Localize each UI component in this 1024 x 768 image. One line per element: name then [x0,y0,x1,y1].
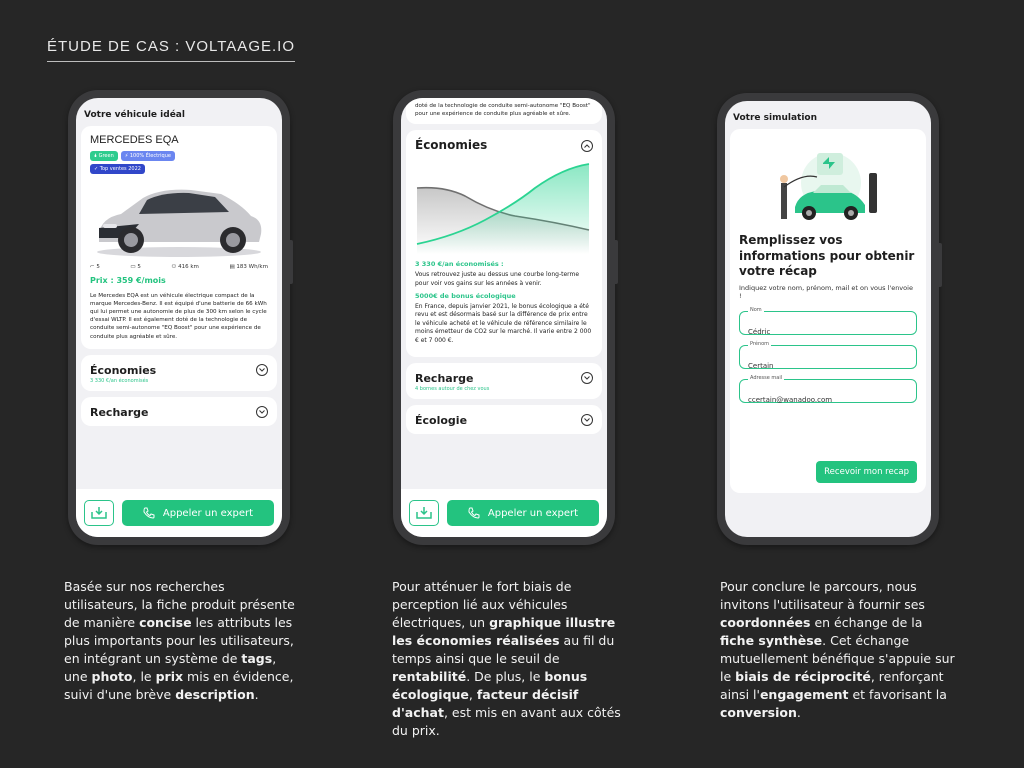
accordion-economies[interactable] [81,355,277,391]
chevron-down-icon[interactable] [581,372,593,384]
caption-text: Pour conclure le parcours, nous invitons l'utilisateur à fournir ses [720,579,925,612]
field-value: Cédric [748,327,771,336]
consumption-spec: ▤ 183 Wh/km [229,264,268,270]
caption-text: . [254,687,259,702]
name-field[interactable] [739,306,917,336]
field-label: Nom [750,306,762,313]
spec-row [90,264,268,270]
phone-economies [393,90,615,545]
car-photo [91,176,267,260]
caption-emphasis: facteur décisif d'achat [392,687,579,720]
description-card-cut [406,98,602,124]
doors-spec: ▭ 5 [130,264,141,270]
bottom-action-bar [401,489,607,537]
submit-recap-button[interactable]: Recevoir mon recap [816,461,917,483]
car-name: MERCEDES EQA [90,134,179,146]
accordion-subtitle: 3 330 €/an économisés [90,377,149,384]
call-expert-label: Appeler un expert [162,507,254,519]
form-title: Remplissez vos informations pour obtenir votre récap [739,233,915,279]
caption-emphasis: tags [241,651,273,666]
caption-emphasis: conversion [720,705,797,720]
range-spec: ⚇ 416 km [171,264,199,270]
caption-emphasis: prix [155,669,184,684]
caption-text: mis en évidence, suivi d'une brève [64,669,294,702]
description-tail: doté de la technologie de conduite semi-autonome "EQ Boost" pour une expérience de conduite plus agréable et sûre. [415,103,591,118]
caption-simulation [720,578,956,722]
caption-emphasis: engagement [759,687,849,702]
screen-header: Votre simulation [733,113,817,123]
screen-economies [401,98,607,537]
caption-text: et favorisant la [848,687,947,702]
form-card [730,129,926,493]
download-icon [91,506,107,520]
screen-simulation [725,101,931,537]
caption-emphasis: biais de réciprocité [735,669,871,684]
phone-icon [143,507,155,519]
accordion-title: Écologie [415,413,468,427]
form-subtitle: Indiquez votre nom, prénom, mail et on vous l'envoie ! [739,283,913,301]
caption-text: , est mis en avant aux côtés du prix. [392,705,621,738]
download-button[interactable] [409,500,439,526]
caption-text: en échange de la [810,615,923,630]
tag-list [90,151,210,174]
call-expert-label: Appeler un expert [487,507,579,519]
field-value: ccertain@wanadoo.com [748,395,833,404]
bonus-heading: 5000€ de bonus écologique [415,292,516,300]
accordion-recharge[interactable] [406,363,602,399]
download-button[interactable] [84,500,114,526]
accordion-subtitle: 4 bornes autour de chez vous [415,385,490,392]
caption-text: . Cet échange mutuellement bénéfique s'appuie sur le [720,633,955,684]
accordion-title: Économies [90,363,157,377]
tag-top-sales: ✓ Top ventes 2022 [90,164,145,174]
caption-emphasis: coordonnées [720,615,811,630]
caption-emphasis: rentabilité [392,669,467,684]
field-label: Adresse mail [750,374,783,381]
chevron-down-icon[interactable] [581,414,593,426]
caption-text: , renforçant ainsi l' [720,669,944,702]
firstname-field[interactable] [739,340,917,370]
download-icon [416,506,432,520]
screen-product-sheet [76,98,282,537]
caption-text: au fil du temps ainsi que le seuil de [392,633,615,666]
caption-text: , [468,687,477,702]
caption-emphasis: concise [139,615,192,630]
chevron-down-icon[interactable] [256,364,268,376]
screen-header: Votre véhicule idéal [84,110,185,120]
accordion-ecologie[interactable] [406,405,602,434]
price-label: Prix : 359 €/mois [90,276,166,285]
field-label: Prénom [750,340,770,347]
phone-simulation [717,93,939,545]
accordion-title: Recharge [90,405,149,419]
caption-text: , le [132,669,156,684]
caption-emphasis: graphique illustre les économies réalisées [392,615,616,648]
caption-text: les attributs les plus importants pour les utilisateurs, en intégrant un système de [64,615,294,666]
tag-green: 🌢 Green [90,151,118,161]
seats-spec: ⌐ 5 [90,264,100,270]
vehicle-card [81,126,277,349]
accordion-recharge[interactable] [81,397,277,426]
phone-icon [468,507,480,519]
call-expert-button[interactable] [447,500,599,526]
caption-text: , une [64,651,277,684]
caption-emphasis: fiche synthèse [720,633,823,648]
economies-card [406,130,602,357]
vehicle-description: Le Mercedes EQA est un véhicule électrique compact de la marque Mercedes-Benz. Il est équipé d'une batterie de 66 kWh qui lui permet une autonomie de plus de 300 km selon le cycle d'essai WLTP. Il est également doté de la technologie de conduite semi-autonome "EQ Boost" pour une expérience de conduite plus agréable et sûre. [90,293,267,340]
caption-text: Pour atténuer le fort biais de perception lié aux véhicules électriques, un [392,579,572,630]
caption-text: . De plus, le [466,669,545,684]
caption-emphasis: photo [91,669,133,684]
email-field[interactable] [739,374,917,404]
caption-text: Basée sur nos recherches utilisateurs, la fiche produit présente de manière [64,579,295,630]
chevron-down-icon[interactable] [256,406,268,418]
tag-electric: ⚡ 100% Électrique [121,151,175,161]
savings-heading: 3 330 €/an économisés : [415,260,504,269]
caption-emphasis: bonus écologique [392,669,588,702]
accordion-title: Recharge [415,371,474,385]
page-title: ÉTUDE DE CAS : VOLTAAGE.IO [47,38,295,62]
field-value: Certain [748,361,774,370]
caption-economies [392,578,628,740]
caption-product-sheet [64,578,300,704]
phone-product-sheet [68,90,290,545]
ev-charging-illustration [773,143,883,229]
bonus-text: En France, depuis janvier 2021, le bonus écologique a été revu et est désormais basé sur la différence de prix entre le véhicule acheté et le véhicule de référence similaire le moins émetteur de CO2 sur le marché. Il varie entre 2 000 € et 7 000 €. [415,303,592,344]
caption-text: . [796,705,801,720]
savings-text: Vous retrouvez juste au dessus une courbe long-terme pour voir vos gains sur les années à venir. [415,271,580,287]
savings-chart [415,156,601,254]
caption-emphasis: description [175,687,255,702]
economies-title: Économies [415,138,488,153]
bottom-action-bar [76,489,282,537]
call-expert-button[interactable] [122,500,274,526]
